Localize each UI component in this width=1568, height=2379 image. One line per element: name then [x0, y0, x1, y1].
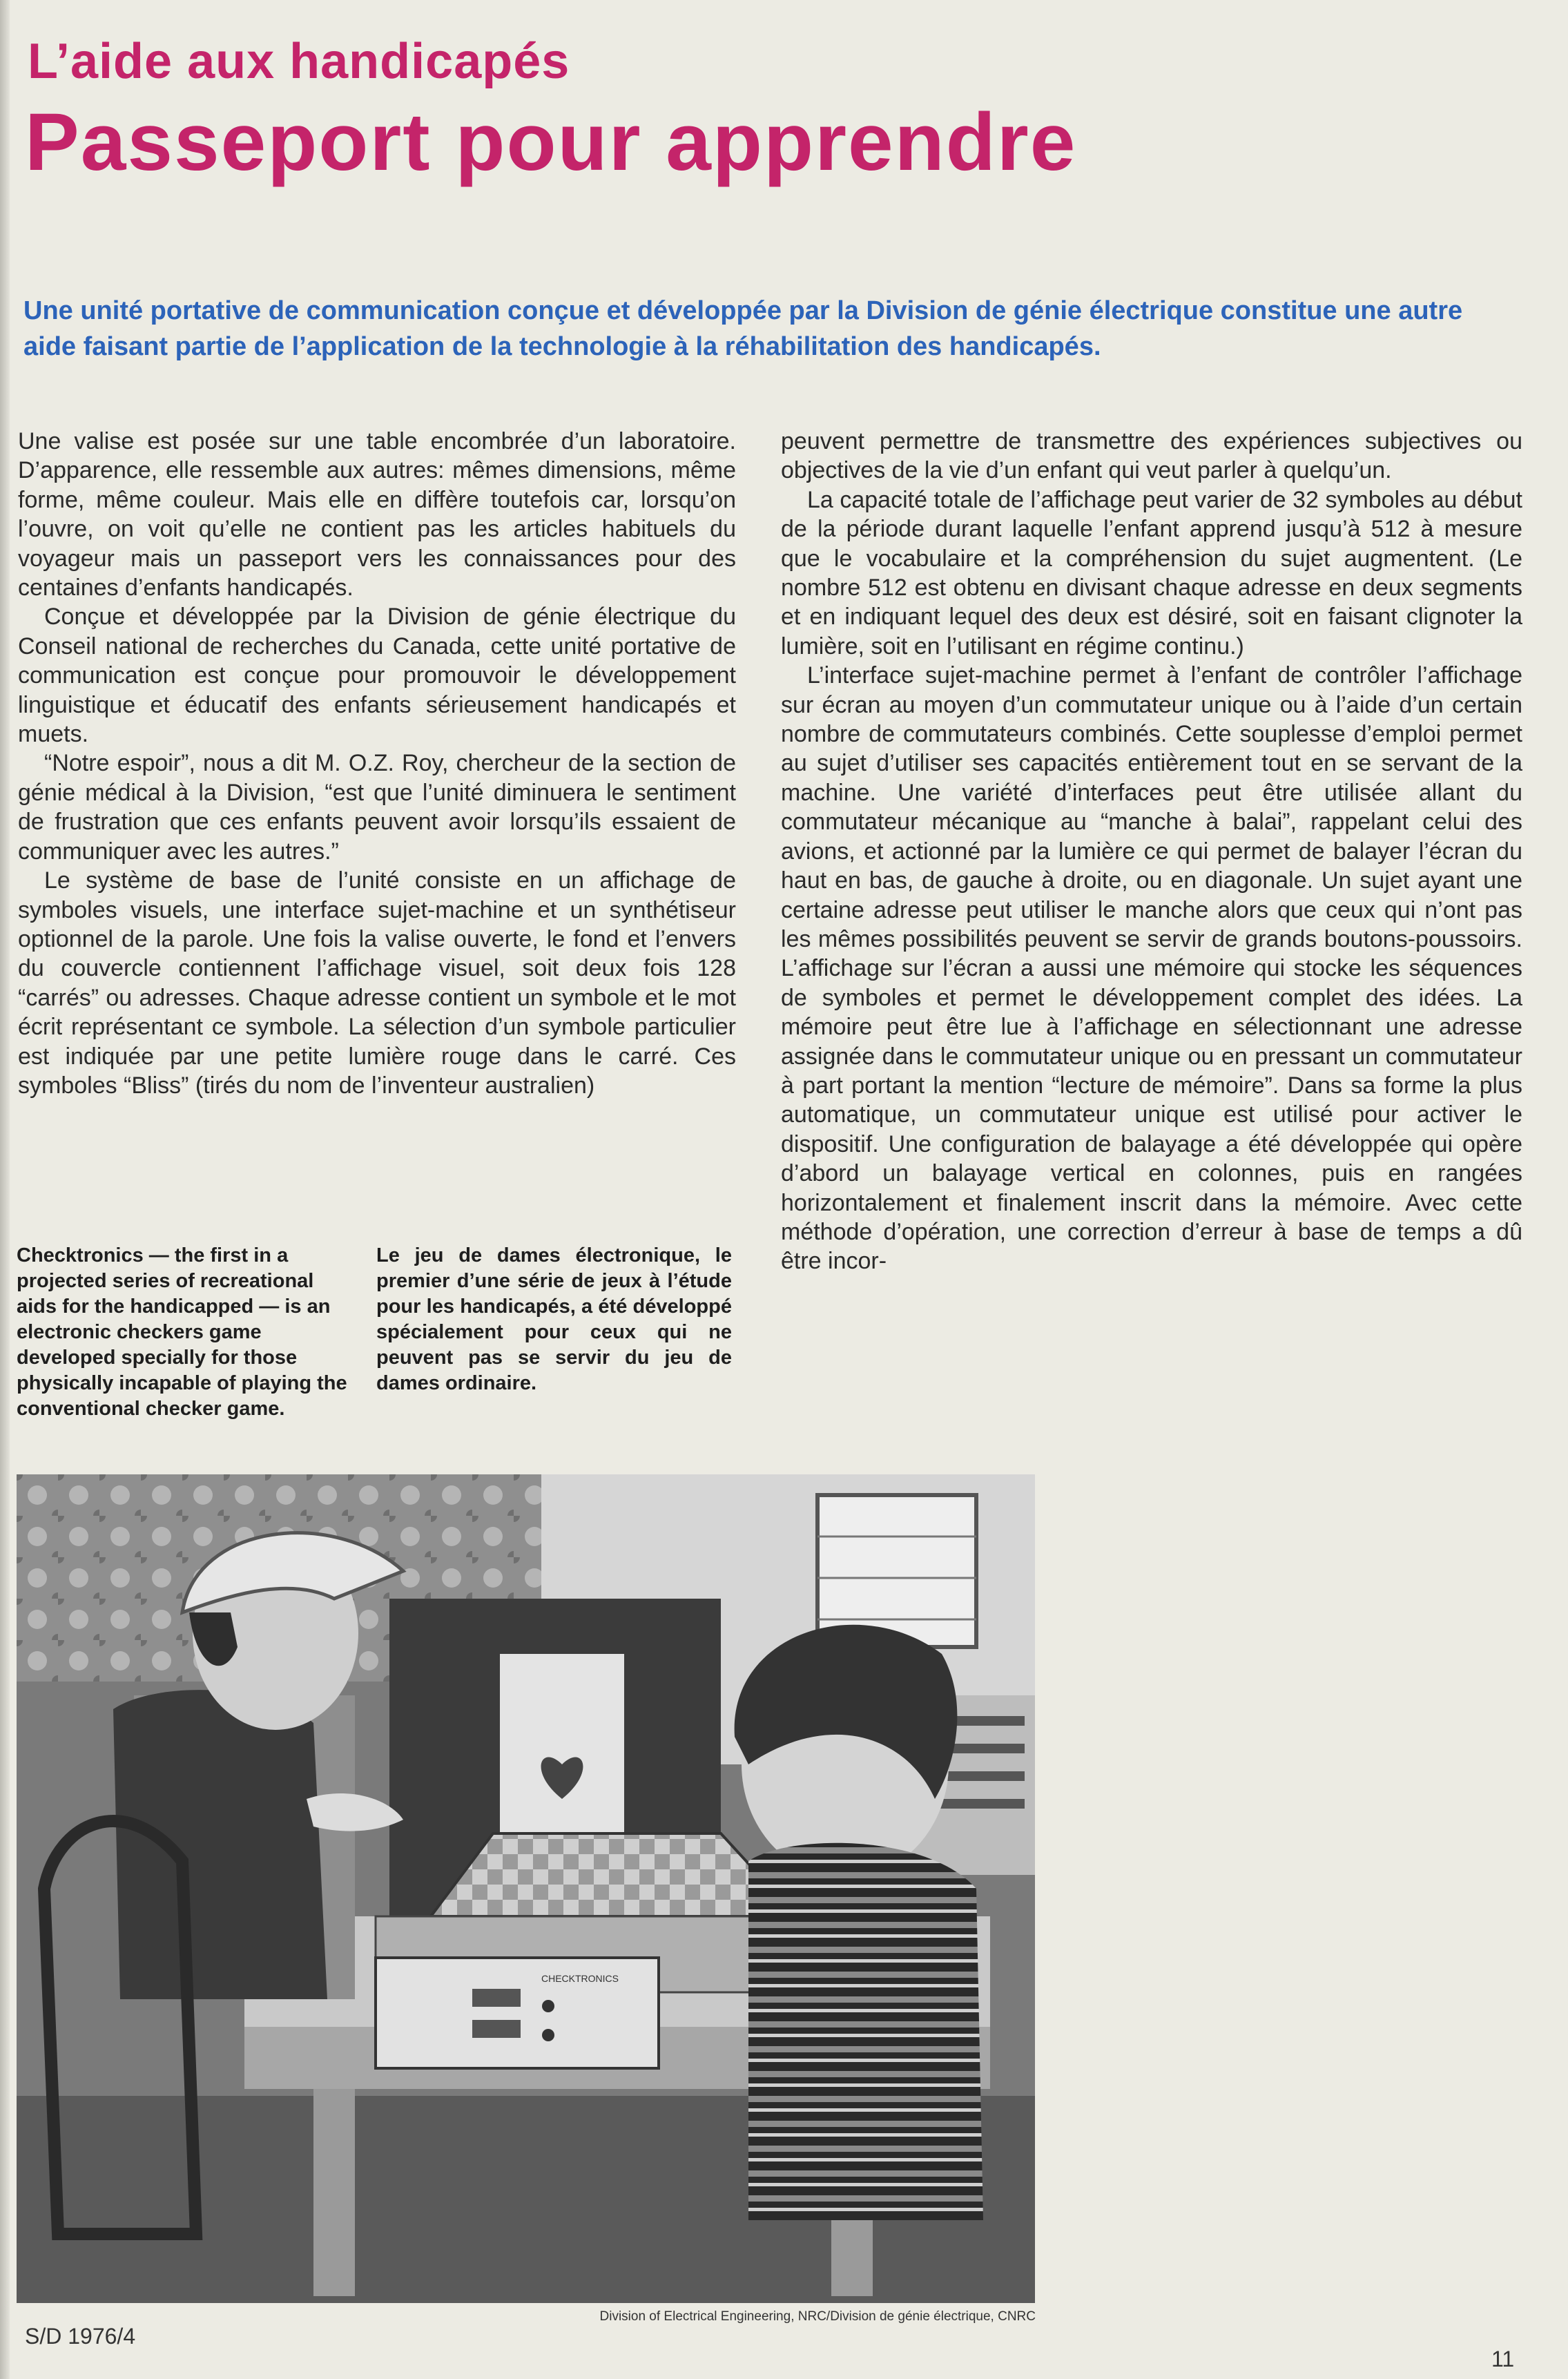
right-column — [781, 427, 1522, 1276]
table-leg — [313, 2089, 355, 2296]
left-column — [18, 427, 736, 1100]
device-knob — [542, 2029, 554, 2041]
body-paragraph: L’interface sujet-machine permet à l’enfant de contrôler l’affichage sur écran au moyen d’un commutateur unique ou à l’aide d’un certain nombre de commutateurs combinés. Cette souplesse d’emploi permet au sujet d’utiliser ses capacités entièrement tout en se servant de la machine. Une variété d’interfaces peut être utilisée allant du commutateur mécanique au “manche à balai”, rappelant celui des avions, et actionné par la lumière ce qui permet de balayer l’écran du haut en bas, de gauche à droite, ou en diagonale. Un sujet ayant une certaine adresse peut utiliser le manche alors que ceux qui n’ont pas les mêmes possibilités peuvent se servir de grands boutons-poussoirs. L’affichage sur l’écran a aussi une mémoire qui stocke les séquences de symboles et permet le développement complet des idées. La mémoire peut être lue à l’affichage en sélectionnant une adresse assignée dans le commutateur unique ou en pressant un commutateur à part portant la mention “lecture de mémoire”. Dans sa forme la plus automatique, un commutateur unique est utilisé pour activer le dispositif. Une configuration de balayage a été développée qui opère d’abord un balayage vertical en colonnes, puis en rangées horizontalement et finalement inscrit dans la mémoire. Avec cette méthode d’opération, une correction d’erreur à base de temps a dû être incor- — [781, 662, 1522, 1275]
body-paragraph: La capacité totale de l’affichage peut varier de 32 symboles au début de la période durant laquelle l’enfant apprend jusqu’à 512 à mesure que le vocabulaire et la compréhension du sujet augmentent. (Le nombre 512 est obtenu en divisant chaque adresse en deux segments et en indiquant lequel des deux est désiré, soit en faisant clignoter la lumière, soit en l’utilisant en régime continu.) — [781, 486, 1522, 659]
device-slot — [472, 2020, 521, 2038]
article-title: Passeport pour apprendre — [25, 97, 1077, 188]
checkers-photo — [17, 1474, 1035, 2303]
boy-right-sweater — [748, 1843, 983, 2220]
photo-caption-french: Le jeu de dames électronique, le premier d’une série de jeux à l’étude pour les handicapés, a été développé spécialement pour ceux qui ne peuvent pas se servir du jeu de dames ordinaire. — [376, 1244, 732, 1394]
page-number: 11 — [1491, 2347, 1515, 2371]
body-paragraph: “Notre espoir”, nous a dit M. O.Z. Roy, chercheur de la section de génie médical à la Division, “est que l’unité diminuera le sentiment de frustration que ces enfants peuvent avoir lorsqu’ils essaient de communiquer avec les autres.” — [18, 750, 736, 865]
window-blind — [817, 1495, 976, 1647]
device-label: CHECKTRONICS — [541, 1973, 619, 1984]
body-paragraph: Conçue et développée par la Division de génie électrique du Conseil national de recherches du Canada, cette unité portative de communication est conçue pour promouvoir le développement linguistique et éducatif des enfants sérieusement handicapés et muets. — [18, 604, 736, 748]
body-paragraph: Une valise est posée sur une table encombrée d’un laboratoire. D’apparence, elle ressemble aux autres: mêmes dimensions, même forme, même couleur. Mais elle en diffère toutefois car, lorsqu’on l’ouvre, on voit qu’elle ne contient pas les articles habituels du voyageur mais un passeport vers les connaissances pour des centaines d’enfants handicapés. — [18, 428, 736, 601]
photo-caption-english: Checktronics — the first in a projected series of recreational aids for the handicapped — is an electronic checkers game developed specially for those physically incapable of playing the conventional checker game. — [17, 1244, 347, 1420]
body-paragraph: Le système de base de l’unité consiste en un affichage de symboles visuels, une interface sujet-machine et un synthétiseur optionnel de la parole. Une fois la valise ouverte, le fond et l’envers du couvercle contiennent l’affichage visuel, soit deux fois 128 “carrés” ou adresses. Chaque adresse contient un symbole et le mot écrit représentant ce symbole. La sélection d’un symbole particulier est indiquée par une petite lumière rouge dans le carré. Ces symboles “Bliss” (tirés du nom de l’inventeur australien) — [18, 867, 736, 1099]
device-knob — [542, 2000, 554, 2012]
publication-folio: S/D 1976/4 — [25, 2324, 136, 2349]
device-slot — [472, 1989, 521, 2007]
page-edge — [0, 0, 10, 2379]
body-paragraph: peuvent permettre de transmettre des expériences subjectives ou objectives de la vie d’un enfant qui veut parler à quelqu’un. — [781, 428, 1522, 484]
section-kicker: L’aide aux handicapés — [28, 34, 570, 89]
boy-left-shoulder — [113, 1690, 327, 1999]
lead-paragraph: Une unité portative de communication conçue et développée par la Division de génie électrique constitue une autre aide faisant partie de l’application de la technologie à la réhabilitation des handicapés. — [23, 296, 1463, 361]
photo-credit: Division of Electrical Engineering, NRC/Division de génie électrique, CNRC — [599, 2309, 1036, 2324]
